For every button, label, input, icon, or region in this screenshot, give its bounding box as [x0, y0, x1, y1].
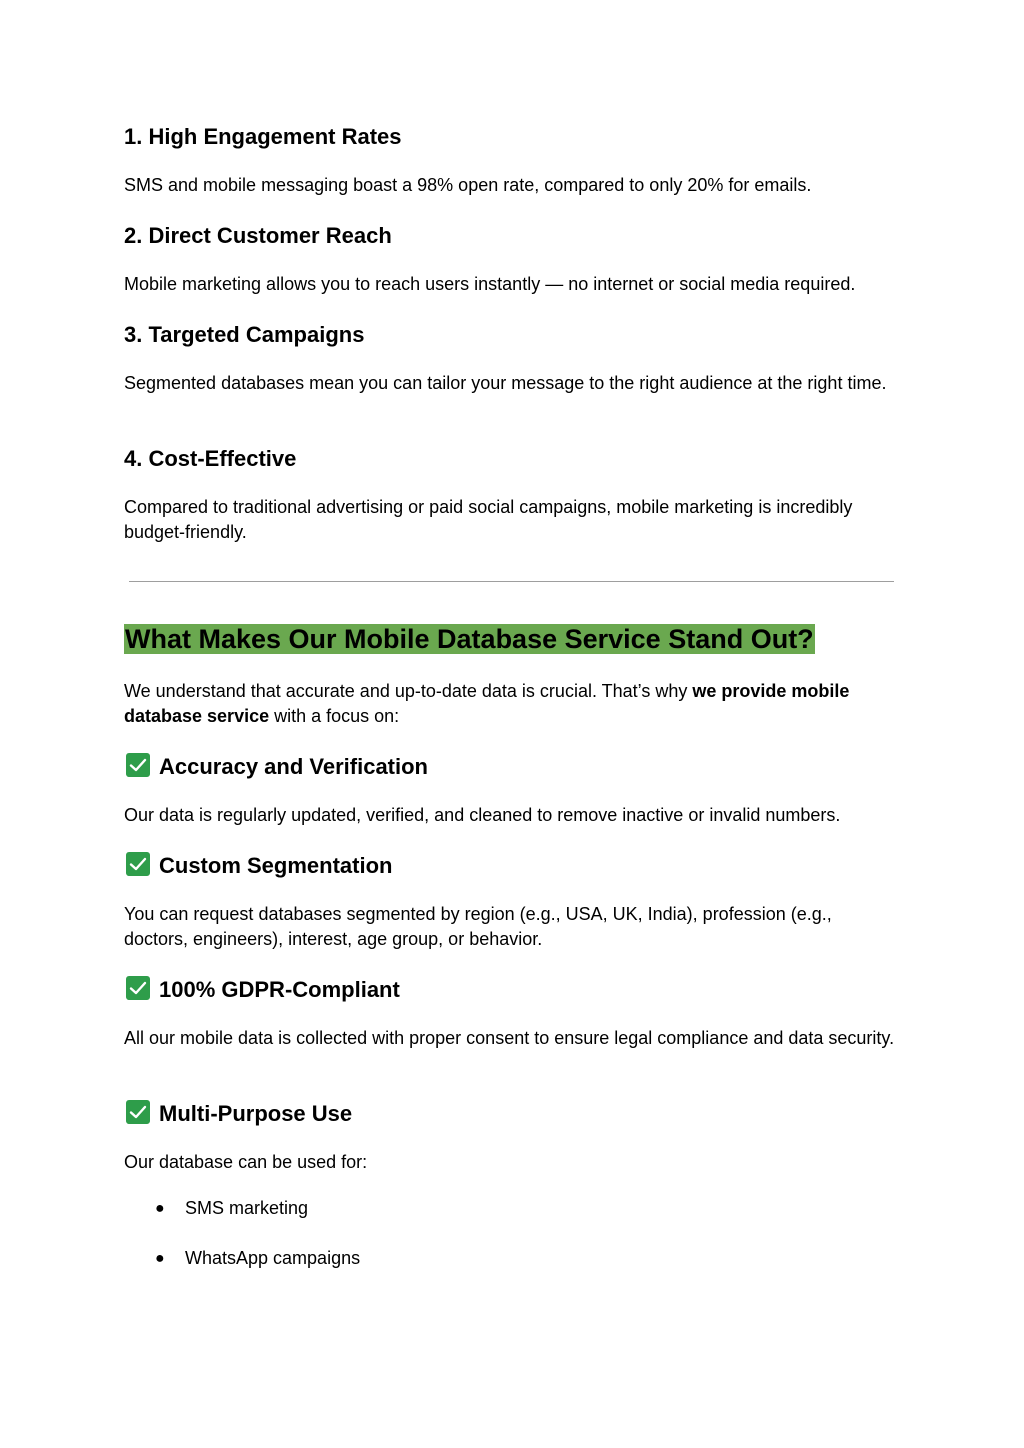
feature-heading-gdpr-label: 100% GDPR-Compliant	[159, 977, 400, 1002]
feature-heading-multipurpose	[124, 1100, 352, 1128]
feature-text-accuracy: Our data is regularly updated, verified, and cleaned to remove inactive or invalid numbers.	[124, 805, 841, 825]
section-heading-targeted: 3. Targeted Campaigns	[124, 322, 365, 347]
feature-heading-segmentation	[124, 852, 392, 880]
check-mark-icon	[126, 1100, 150, 1124]
intro-text-after: with a focus on:	[269, 706, 400, 726]
section-heading-engagement: 1. High Engagement Rates	[124, 124, 402, 149]
intro-paragraph	[124, 679, 899, 729]
feature-heading-multipurpose-label: Multi-Purpose Use	[159, 1101, 353, 1126]
main-heading-highlight: What Makes Our Mobile Database Service Stand Out?	[125, 624, 814, 654]
check-mark-icon	[126, 976, 150, 1000]
feature-text-multipurpose: Our database can be used for:	[124, 1152, 368, 1172]
main-heading	[124, 622, 815, 656]
feature-heading-segmentation-label: Custom Segmentation	[159, 853, 393, 878]
section-text-cost: Compared to traditional advertising or paid social campaigns, mobile marketing is incredibly budget-friendly.	[124, 497, 853, 542]
section-text-reach: Mobile marketing allows you to reach users instantly — no internet or social media required.	[124, 274, 856, 294]
feature-heading-accuracy	[124, 753, 428, 781]
intro-text-before: We understand that accurate and up-to-date data is crucial. That’s why	[124, 681, 693, 701]
intro-text-bold: we provide mobile database service	[124, 681, 850, 726]
list-item-label: WhatsApp campaigns	[185, 1248, 361, 1268]
bullet-dot-icon: ●	[155, 1250, 165, 1267]
feature-text-gdpr: All our mobile data is collected with proper consent to ensure legal compliance and data security.	[124, 1028, 895, 1048]
horizontal-divider	[129, 581, 894, 582]
feature-heading-accuracy-label: Accuracy and Verification	[159, 754, 428, 779]
bullet-dot-icon: ●	[155, 1200, 165, 1217]
section-text-targeted: Segmented databases mean you can tailor your message to the right audience at the right time.	[124, 373, 887, 393]
check-mark-icon	[126, 852, 150, 876]
section-heading-reach: 2. Direct Customer Reach	[124, 223, 392, 248]
feature-heading-gdpr	[124, 976, 400, 1004]
feature-text-segmentation: You can request databases segmented by region (e.g., USA, UK, India), profession (e.g., doctors, engineers), interest, age group, or behavior.	[124, 904, 832, 949]
check-mark-icon	[126, 753, 150, 777]
section-heading-cost: 4. Cost-Effective	[124, 446, 297, 471]
list-item-label: SMS marketing	[185, 1198, 309, 1218]
section-text-engagement: SMS and mobile messaging boast a 98% open rate, compared to only 20% for emails.	[124, 175, 812, 195]
